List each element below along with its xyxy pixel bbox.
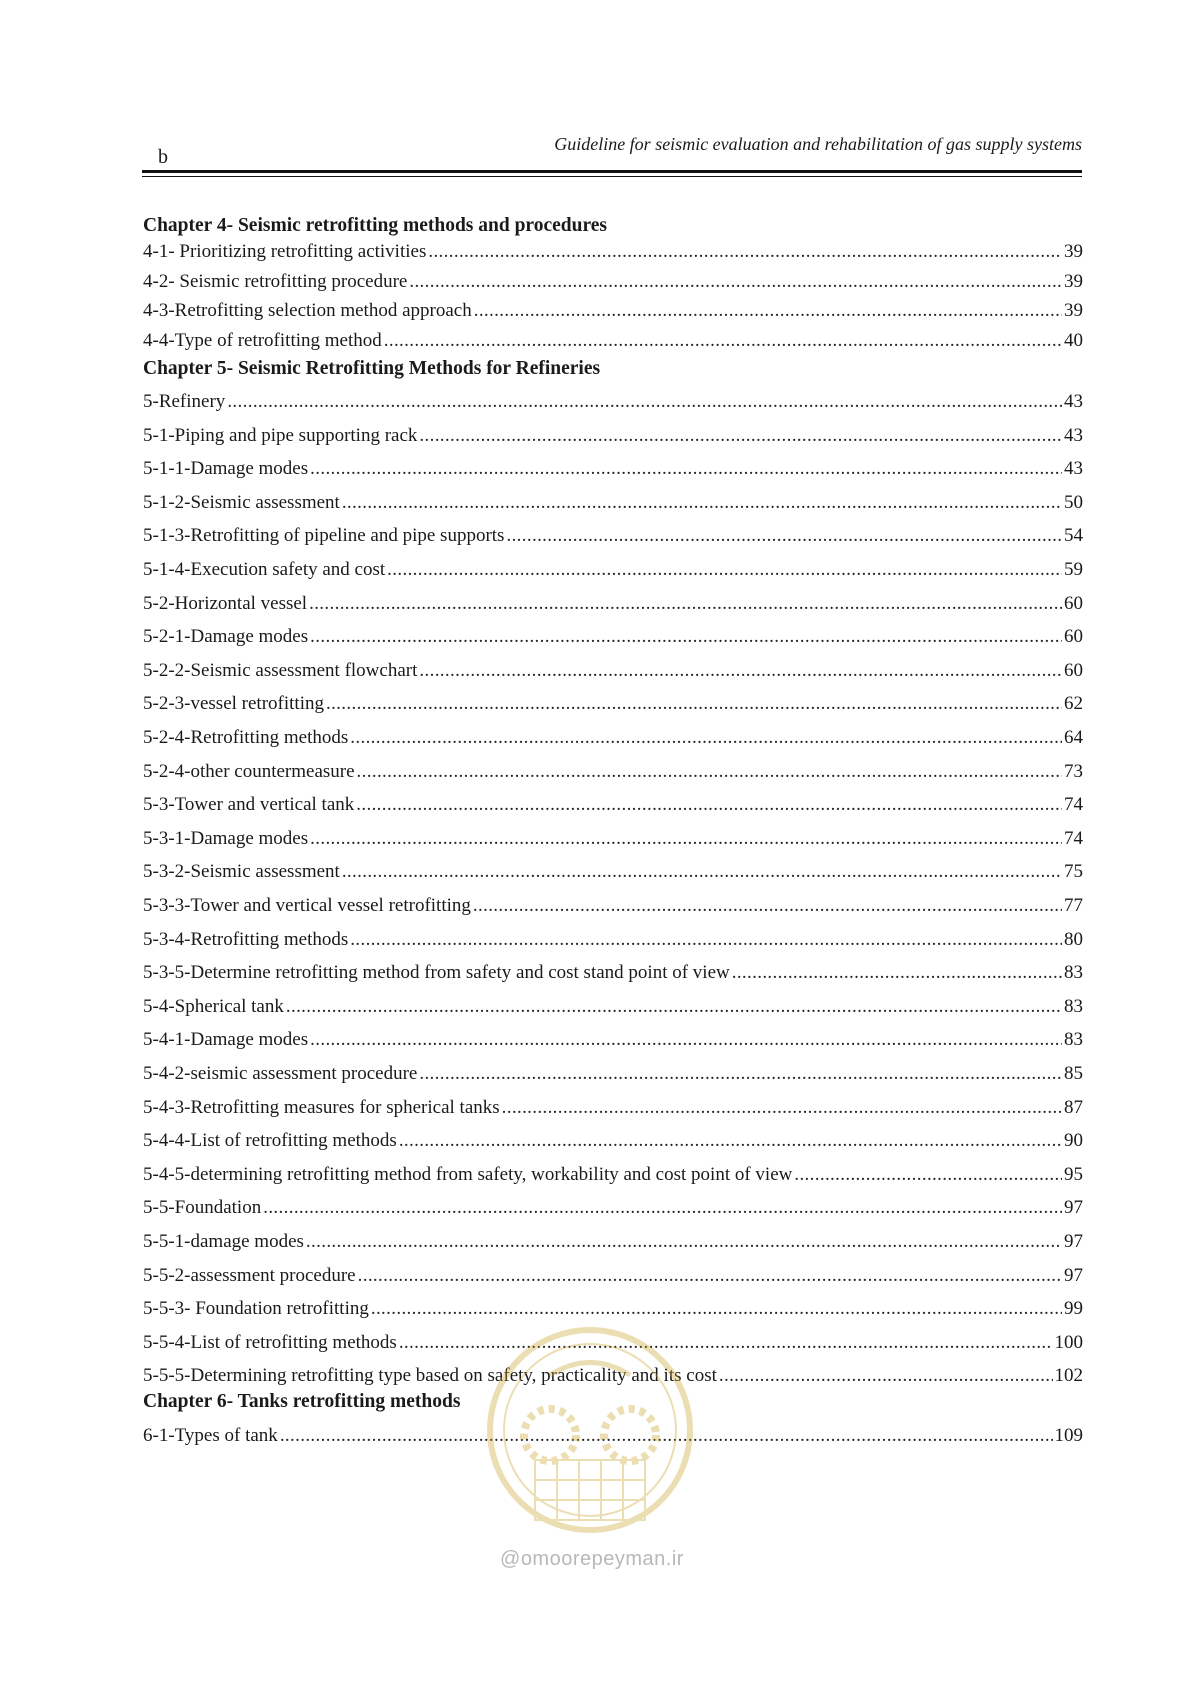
toc-entry[interactable]: [143, 268, 1083, 296]
toc-entry-label: 5-2-3-vessel retrofitting: [143, 693, 324, 715]
toc-entry-label: 5-3-4-Retrofitting methods: [143, 928, 349, 950]
toc-entry-page: 97: [1064, 1264, 1083, 1286]
toc-entry-label: 5-2-Horizontal vessel: [143, 592, 308, 614]
toc-entry-label: 4-4-Type of retrofitting method: [143, 329, 382, 351]
dot-leader: [227, 388, 1062, 416]
toc-entry-label: 5-5-Foundation: [143, 1197, 262, 1219]
toc-entry[interactable]: [143, 1161, 1083, 1189]
toc-entry-page: 83: [1064, 1029, 1083, 1051]
dot-leader: [384, 327, 1062, 355]
toc-entry-label: 6-1-Types of tank: [143, 1425, 278, 1446]
toc-entry-label: 5-1-1-Damage modes: [143, 458, 309, 480]
dot-leader: [342, 858, 1062, 886]
toc-entry-page: 39: [1064, 300, 1083, 321]
dot-leader: [310, 825, 1062, 853]
toc-entry-page: 102: [1054, 1365, 1083, 1387]
toc-entry-label: 5-3-2-Seismic assessment: [143, 861, 340, 883]
toc-entry-page: 75: [1064, 861, 1083, 883]
chapter-heading: Chapter 4- Seismic retrofitting methods and procedures: [143, 215, 608, 236]
toc-entry[interactable]: [143, 1295, 1083, 1323]
dot-leader: [719, 1362, 1053, 1390]
toc-entry[interactable]: [143, 993, 1083, 1021]
toc-entry[interactable]: [143, 489, 1083, 517]
toc-entry[interactable]: [143, 825, 1083, 853]
toc-entry-label: 5-4-5-determining retrofitting method from safety, workability and cost point of view: [143, 1163, 793, 1185]
toc-entry-label: 5-4-2-seismic assessment procedure: [143, 1063, 418, 1084]
dot-leader: [326, 690, 1062, 718]
toc-entry[interactable]: [143, 791, 1083, 819]
toc-entry-label: 5-2-4-other countermeasure: [143, 760, 355, 782]
toc-entry-page: 80: [1064, 928, 1083, 950]
toc-entry-label: 5-4-1-Damage modes: [143, 1029, 309, 1051]
toc-entry-label: 5-1-2-Seismic assessment: [143, 491, 340, 513]
toc-entry-label: 5-3-Tower and vertical tank: [143, 794, 355, 816]
toc-entry-label: 5-5-4-List of retrofitting methods: [143, 1331, 397, 1353]
toc-entry[interactable]: [143, 327, 1083, 355]
toc-entry-label: 5-1-Piping and pipe supporting rack: [143, 424, 418, 446]
toc-entry[interactable]: [143, 1127, 1083, 1155]
dot-leader: [419, 657, 1062, 685]
toc-entry-page: 109: [1054, 1425, 1083, 1446]
toc-entry-label: 5-1-4-Execution safety and cost: [143, 559, 386, 580]
dot-leader: [306, 1228, 1062, 1256]
toc-entry[interactable]: [143, 1060, 1083, 1088]
dot-leader: [474, 297, 1062, 325]
toc-entry[interactable]: [143, 422, 1083, 450]
toc-entry-page: 74: [1064, 827, 1083, 849]
toc-entry[interactable]: [143, 556, 1083, 584]
dot-leader: [263, 1194, 1062, 1222]
toc-entry[interactable]: [143, 724, 1083, 752]
dot-leader: [356, 791, 1062, 819]
toc-entry-page: 39: [1064, 241, 1083, 262]
dot-leader: [428, 238, 1062, 266]
toc-entry-label: 4-1- Prioritizing retrofitting activities: [143, 241, 427, 262]
toc-entry-label: 5-3-5-Determine retrofitting method from safety and cost stand point of view: [143, 962, 730, 984]
toc-entry-page: 85: [1064, 1063, 1083, 1084]
toc-entry-page: 74: [1064, 794, 1083, 816]
toc-entry-label: 5-5-1-damage modes: [143, 1231, 304, 1252]
header-rule-thick: [142, 170, 1082, 173]
toc-entry[interactable]: [143, 926, 1083, 954]
toc-entry[interactable]: [143, 959, 1083, 987]
toc-entry-label: 5-2-1-Damage modes: [143, 626, 309, 648]
running-title: Guideline for seismic evaluation and rehabilitation of gas supply systems: [554, 134, 1082, 154]
dot-leader: [502, 1094, 1062, 1122]
dot-leader: [732, 959, 1062, 987]
toc-entry-label: 5-2-2-Seismic assessment flowchart: [143, 659, 418, 681]
toc-entry-page: 60: [1064, 592, 1083, 614]
dot-leader: [350, 724, 1062, 752]
toc-entry-label: 5-4-4-List of retrofitting methods: [143, 1130, 397, 1152]
toc-entry-label: 5-1-3-Retrofitting of pipeline and pipe supports: [143, 525, 505, 547]
toc-entry-page: 43: [1064, 424, 1083, 446]
toc-entry-page: 43: [1064, 391, 1083, 412]
header-rule-thin: [142, 176, 1082, 177]
toc-entry-page: 50: [1064, 491, 1083, 513]
toc-entry[interactable]: [143, 238, 1083, 266]
dot-leader: [358, 1262, 1062, 1290]
dot-leader: [794, 1161, 1062, 1189]
toc-entry[interactable]: [143, 1262, 1083, 1290]
toc-entry-label: 5-5-3- Foundation retrofitting: [143, 1298, 369, 1320]
toc-entry-page: 62: [1064, 693, 1083, 715]
toc-entry[interactable]: [143, 297, 1083, 325]
dot-leader: [419, 422, 1062, 450]
chapter-heading: Chapter 5- Seismic Retrofitting Methods for Refineries: [143, 358, 601, 379]
toc-entry[interactable]: [143, 1228, 1083, 1256]
toc-entry-page: 83: [1064, 995, 1083, 1017]
toc-entry[interactable]: [143, 858, 1083, 886]
page-header: [142, 128, 1082, 178]
toc-entry-page: 40: [1064, 329, 1083, 351]
toc-entry-page: 59: [1064, 559, 1083, 580]
toc-entry[interactable]: [143, 590, 1083, 618]
toc-entry[interactable]: [143, 388, 1083, 416]
dot-leader: [286, 993, 1062, 1021]
toc-entry-label: 5-4-3-Retrofitting measures for spherical tanks: [143, 1096, 500, 1118]
dot-leader: [506, 522, 1062, 550]
toc-entry-label: 5-5-2-assessment procedure: [143, 1264, 356, 1286]
toc-entry[interactable]: [143, 1094, 1083, 1122]
chapter-heading: Chapter 6- Tanks retrofitting methods: [143, 1391, 461, 1412]
dot-leader: [399, 1127, 1062, 1155]
toc-entry-page: 60: [1064, 626, 1083, 648]
toc-entry-page: 39: [1064, 270, 1083, 292]
toc-entry-label: 4-2- Seismic retrofitting procedure: [143, 270, 408, 292]
dot-leader: [473, 892, 1062, 920]
toc-entry-page: 60: [1064, 659, 1083, 681]
dot-leader: [309, 590, 1062, 618]
dot-leader: [419, 1060, 1062, 1088]
dot-leader: [342, 489, 1062, 517]
toc-entry-page: 64: [1064, 727, 1083, 748]
toc-entry-page: 54: [1064, 525, 1083, 547]
toc-entry[interactable]: [143, 657, 1083, 685]
toc-entry[interactable]: [143, 522, 1083, 550]
toc-entry[interactable]: [143, 690, 1083, 718]
toc-entry-page: 90: [1064, 1130, 1083, 1152]
toc-entry[interactable]: [143, 892, 1083, 920]
dot-leader: [387, 556, 1062, 584]
toc-entry-label: 5-Refinery: [143, 391, 226, 412]
watermark-site: omoorepeyman.ir: [520, 1548, 684, 1570]
dot-leader: [409, 268, 1062, 296]
toc-entry[interactable]: [143, 455, 1083, 483]
toc-entry-label: 4-3-Retrofitting selection method approach: [143, 300, 472, 321]
toc-entry-label: 5-3-3-Tower and vertical vessel retrofitting: [143, 895, 471, 916]
toc-entry[interactable]: [143, 1026, 1083, 1054]
page-number: b: [158, 146, 168, 168]
toc-entry-page: 77: [1064, 895, 1083, 916]
dot-leader: [310, 1026, 1062, 1054]
toc-entry[interactable]: [143, 623, 1083, 651]
dot-leader: [357, 758, 1062, 786]
dot-leader: [350, 926, 1062, 954]
toc-entry-page: 87: [1064, 1096, 1083, 1118]
toc-entry-label: 5-4-Spherical tank: [143, 995, 284, 1017]
toc-entry-label: 5-2-4-Retrofitting methods: [143, 727, 349, 748]
toc-entry-label: 5-5-5-Determining retrofitting type based on safety, practicality and its cost: [143, 1365, 717, 1387]
toc-entry-page: 95: [1064, 1163, 1083, 1185]
toc-entry[interactable]: [143, 1194, 1083, 1222]
toc-entry[interactable]: [143, 758, 1083, 786]
publisher-seal-icon: [480, 1320, 700, 1570]
toc-entry-page: 100: [1054, 1331, 1083, 1353]
toc-entry-page: 43: [1064, 458, 1083, 480]
toc-entry-page: 99: [1064, 1298, 1083, 1320]
watermark-text: @omoorepeyman.ir: [500, 1548, 684, 1570]
dot-leader: [310, 623, 1062, 651]
dot-leader: [371, 1295, 1062, 1323]
toc-entry-label: 5-3-1-Damage modes: [143, 827, 309, 849]
toc-entry-page: 97: [1064, 1197, 1083, 1219]
toc-entry-page: 97: [1064, 1231, 1083, 1252]
dot-leader: [310, 455, 1062, 483]
toc-entry-page: 83: [1064, 962, 1083, 984]
toc-entry-page: 73: [1064, 760, 1083, 782]
